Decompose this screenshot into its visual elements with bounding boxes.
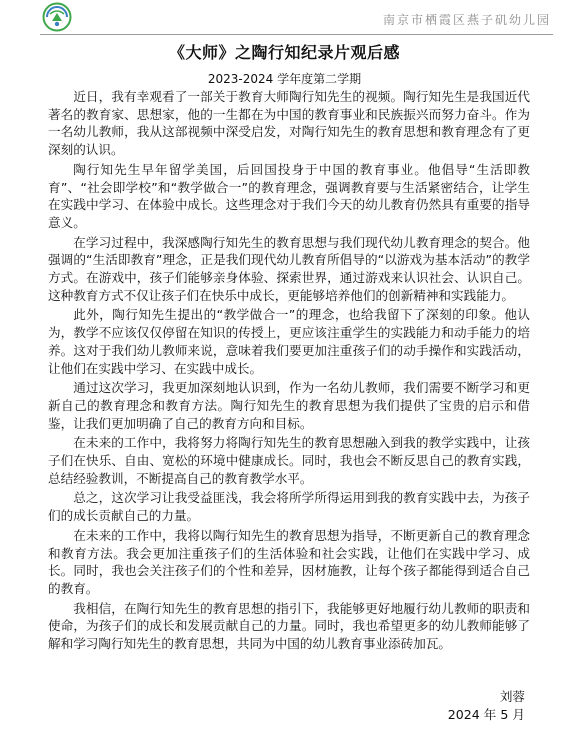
- paragraph: 总之，这次学习让我受益匪浅，我会将所学所得运用到我的教育实践中去，为孩子们的成长贡献自己的力量。: [48, 490, 530, 524]
- document-body: [48, 88, 530, 655]
- paragraph: 在未来的工作中，我将以陶行知先生的教育思想为指导，不断更新自己的教育理念和教育方法。我会更加注重孩子们的生活体验和社会实践，让他们在实践中学习、成长。同时，我也会关注孩子们的个性和差异，因材施教，让每个孩子都能得到适合自己的教育。: [48, 527, 530, 596]
- paragraph: 在未来的工作中，我将努力将陶行知先生的教育思想融入到我的教学实践中，让孩子们在快乐、自由、宽松的环境中健康成长。同时，我也会不断反思自己的教育实践，总结经验教训，不断提高自己的教育教学水平。: [48, 435, 530, 486]
- header-divider: [40, 34, 553, 35]
- paragraph: 陶行知先生早年留学美国，后回国投身于中国的教育事业。他倡导“生活即教育”、“社会即学校”和“教学做合一”的教育理念，强调教育要与生活紧密结合，让学生在实践中学习、在体验中成长。这些理念对于我们今天的幼儿教育仍然具有重要的指导意义。: [48, 161, 530, 230]
- author-name: 刘蓉: [499, 689, 525, 704]
- paragraph: 通过这次学习，我更加深刻地认识到，作为一名幼儿教师，我们需要不断学习和更新自己的教育理念和教育方法。陶行知先生的教育思想为我们提供了宝贵的启示和借鉴，让我们更加明确了自己的教育方向和目标。: [48, 380, 530, 431]
- school-name: 南京市栖霞区燕子矶幼儿园: [382, 13, 551, 27]
- paragraph: 我相信，在陶行知先生的教育思想的指引下，我能够更好地履行幼儿教师的职责和使命，为孩子们的成长和发展贡献自己的力量。同时，我也希望更多的幼儿教师能够了解和学习陶行知先生的教育思想，共同为中国的幼儿教育事业添砖加瓦。: [48, 600, 530, 652]
- paragraph: 此外，陶行知先生提出的“教学做合一”的理念，也给我留下了深刻的印象。他认为，教学不应该仅仅停留在知识的传授上，更应该注重学生的实践能力和动手能力的培养。这对于我们幼儿教师来说，意味着我们要更加注重孩子们的动手操作和实践活动，让他们在实践中学习、在实践中成长。: [48, 307, 530, 376]
- document-subtitle: 2023-2024 学年度第二学期: [207, 72, 362, 86]
- paragraph: 在学习过程中，我深感陶行知先生的教育思想与我们现代幼儿教育理念的契合。他强调的“生活即教育”理念，正是我们现代幼儿教育所倡导的“以游戏为基本活动”的教学方式。在游戏中，孩子们能够亲身体验、探索世界，通过游戏来认识社会、认识自己。这种教育方式不仅让孩子们在快乐中成长，更能够培养他们的创新精神和实践能力。: [48, 234, 530, 303]
- page-header: [0, 0, 569, 36]
- kindergarten-logo-icon: [42, 2, 72, 32]
- document-title: 《大师》之陶行知纪录片观后感: [168, 43, 400, 62]
- signature-block: [448, 688, 525, 723]
- signature-date: 2024 年 5 月: [447, 706, 525, 722]
- paragraph: 近日，我有幸观看了一部关于教育大师陶行知先生的视频。陶行知先生是我国近代著名的教育家、思想家，他的一生都在为中国的教育事业和民族振兴而努力奋斗。作为一名幼儿教师，我从这部视频中深受启发，对陶行知先生的教育思想和教育理念有了更深刻的认识。: [48, 89, 530, 158]
